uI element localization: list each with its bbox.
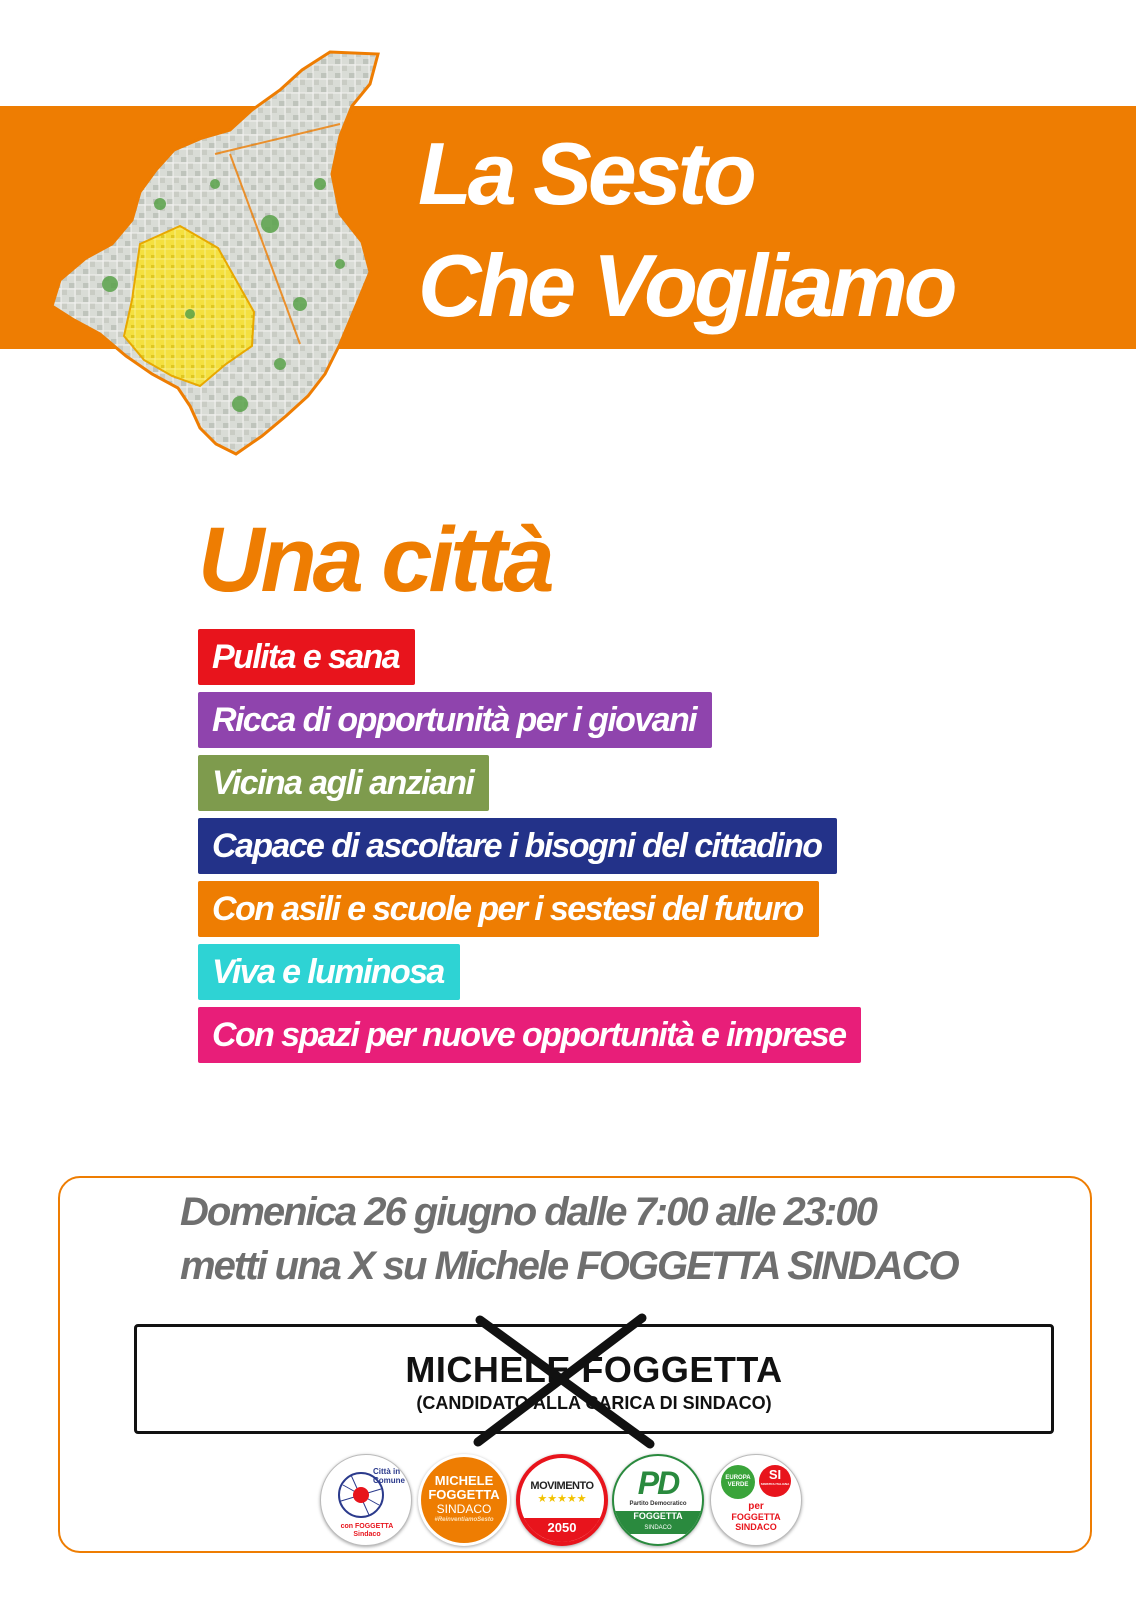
logo-pd-line-3: FOGGETTA	[614, 1511, 702, 1522]
slogan-item: Pulita e sana	[198, 629, 415, 685]
vote-candidate-line: metti una X su Michele FOGGETTA SINDACO	[180, 1244, 958, 1288]
logo-movimento-line-1: MOVIMENTO	[530, 1480, 594, 1492]
logo-ev-line-1: EUROPA VERDE	[725, 1475, 751, 1488]
slogan-item: Viva e luminosa	[198, 944, 460, 1000]
logo-mfs-line-3: SINDACO	[436, 1502, 492, 1516]
logo-si-line-2: SINISTRA ITALIANA	[760, 1482, 790, 1486]
slogan-item: Capace di ascoltare i bisogni del cittadino	[198, 818, 837, 874]
logo-ev-line-2: per	[748, 1501, 764, 1512]
banner-title-line-1: La Sesto	[418, 124, 753, 223]
logo-pd-line-1: PD	[637, 1465, 679, 1501]
logo-partito-democratico	[612, 1454, 704, 1546]
europa-verde-emblem-icon	[721, 1465, 755, 1499]
banner-title	[418, 118, 1118, 342]
slogan-item: Con spazi per nuove opportunità e imprese	[198, 1007, 861, 1063]
logo-ev-line-3: FOGGETTA	[731, 1512, 781, 1522]
banner-title-line-2: Che Vogliamo	[418, 236, 954, 335]
city-map-image	[40, 44, 400, 464]
logo-citta-line-1: Città in Comune	[373, 1467, 405, 1485]
logo-mfs-line-2: FOGGETTA	[428, 1487, 500, 1502]
ballot-x-mark-icon	[470, 1312, 660, 1452]
logo-pd-line-2: Partito Democratico	[629, 1501, 687, 1507]
ballot-candidate-name: MICHELE FOGGETTA	[405, 1349, 783, 1390]
logo-europa-verde-si	[710, 1454, 802, 1546]
logo-si-line-1: SI	[768, 1467, 782, 1482]
ballot-candidate-role: (CANDIDATO ALLA CARICA DI SINDACO)	[416, 1393, 772, 1413]
logo-mfs-line-1: MICHELE	[434, 1473, 494, 1488]
logo-citta-line-2: con FOGGETTA Sindaco	[340, 1523, 394, 1538]
sinistra-italiana-emblem-icon	[759, 1465, 791, 1497]
slogan-item: Vicina agli anziani	[198, 755, 489, 811]
logo-pd-line-4: SINDACO	[614, 1522, 702, 1534]
logo-michele-foggetta-sindaco	[418, 1454, 510, 1546]
slogan-item: Ricca di opportunità per i giovani	[198, 692, 712, 748]
logo-citta-in-comune	[320, 1454, 412, 1546]
slogan-item: Con asili e scuole per i sestesi del futuro	[198, 881, 819, 937]
vote-date-line: Domenica 26 giugno dalle 7:00 alle 23:00	[180, 1190, 876, 1234]
logo-ev-line-4: SINDACO	[735, 1522, 777, 1532]
headline: Una città	[198, 509, 551, 611]
logo-mfs-line-4: #ReinventiamoSesto	[434, 1517, 494, 1523]
vote-instructions	[180, 1185, 1080, 1293]
logo-movimento-2050	[516, 1454, 608, 1546]
movimento-stars-icon: ★★★★★	[537, 1493, 587, 1505]
logo-movimento-line-2: 2050	[520, 1518, 604, 1542]
